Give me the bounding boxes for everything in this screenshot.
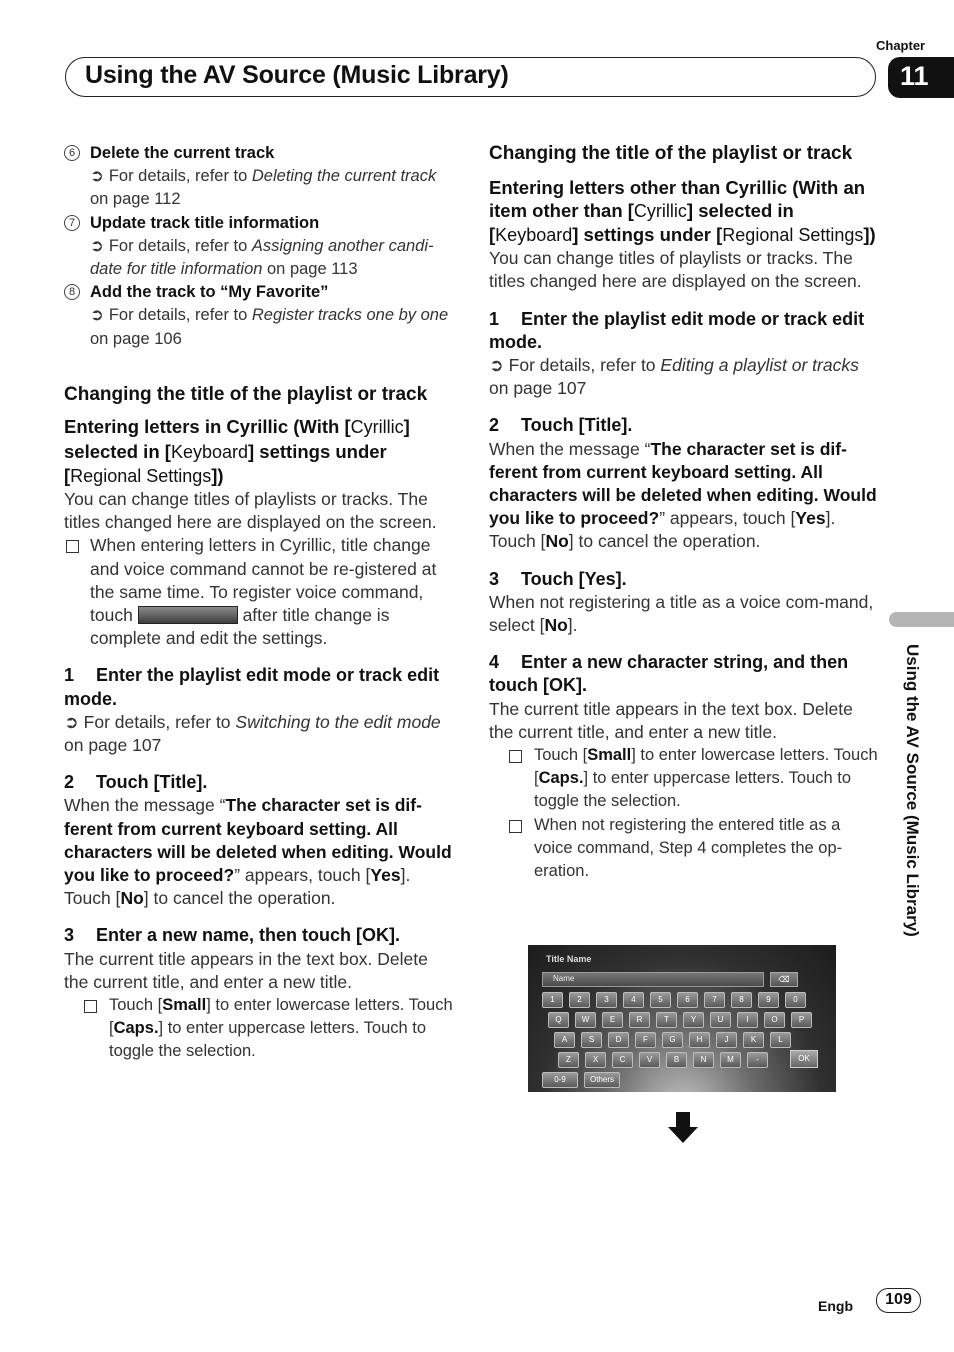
keyboard-key: Y — [683, 1012, 704, 1028]
down-arrow-icon — [668, 1112, 698, 1143]
intro-paragraph: You can change titles of playlists or tracks. The titles changed here are displayed on the screen. — [64, 488, 437, 533]
step-body: When not registering a title as a voice com-mand, select [No]. — [489, 591, 874, 635]
keyboard-key: D — [608, 1032, 629, 1048]
arrow-icon: ➲ — [90, 306, 104, 325]
step-body: When the message “The character set is dif-ferent from current keyboard setting. All characters will be deleted when editing. Would you like to proceed?” appears, touch [Yes]. Touch [No] to cancel the operation. — [64, 795, 452, 909]
list-item — [64, 281, 456, 351]
keyboard-key: K — [743, 1032, 764, 1048]
arrow-icon: ➲ — [489, 354, 504, 375]
keyboard-key: - — [747, 1052, 768, 1068]
keyboard-key: E — [602, 1012, 623, 1028]
keyboard-key: L — [770, 1032, 791, 1048]
keyboard-key: 1 — [542, 992, 563, 1008]
reference-link[interactable]: Assigning another candi-date for title information — [90, 236, 434, 279]
step-reference: ➲ For details, refer to Switching to the edit mode on page 107 — [64, 711, 441, 755]
reference-link[interactable]: Register tracks one by one — [251, 306, 449, 325]
step-reference: ➲ For details, refer to Editing a playlist or tracks on page 107 — [489, 354, 859, 399]
keyboard-key: 0-9 — [542, 1072, 578, 1088]
keyboard-key: H — [689, 1032, 710, 1048]
subsection-title: Entering letters other than Cyrillic (With an item other than [Cyrillic] selected in [Keyboard] settings under [Regional Settings]) — [489, 176, 876, 245]
keyboard-key: S — [581, 1032, 602, 1048]
reference-link[interactable]: Switching to the edit mode — [235, 711, 441, 732]
step-heading: 3 Enter a new name, then touch [OK]. — [64, 925, 401, 946]
step-heading: 1 Enter the playlist edit mode or track edit mode. — [64, 665, 440, 709]
item-number: 7 — [64, 215, 80, 231]
keyboard-key: 0 — [785, 992, 806, 1008]
key-row — [554, 1032, 791, 1048]
note: When not registering the entered title as a voice command, Step 4 completes the op-eration. — [489, 814, 881, 884]
chapter-number: 11 — [888, 57, 954, 98]
chapter-label: Chapter — [876, 38, 926, 53]
list-item — [64, 142, 456, 212]
keyboard-key: F — [635, 1032, 656, 1048]
keyboard-key: Q — [548, 1012, 569, 1028]
keyboard-key: X — [585, 1052, 606, 1068]
keyboard-key: 3 — [596, 992, 617, 1008]
page-number: 109 — [876, 1288, 921, 1313]
key-row — [542, 992, 806, 1008]
key-row — [542, 1072, 620, 1088]
keyboard-key: V — [639, 1052, 660, 1068]
step-body: The current title appears in the text box. Delete the current title, and enter a new title. — [64, 948, 428, 992]
name-textbox: Name — [542, 972, 764, 987]
backspace-icon: ⌫ — [770, 972, 798, 987]
note: When entering letters in Cyrillic, title change and voice command cannot be re-gistered at the same time. To register voice command, touch after title change is complete and edit the settings. — [64, 534, 456, 650]
step-body: When the message “The character set is dif-ferent from current keyboard setting. All characters will be deleted when editing. Would you like to proceed?” appears, touch [Yes]. Touch [No] to cancel the operation. — [489, 438, 877, 552]
arrow-icon: ➲ — [90, 167, 104, 186]
keyboard-key: T — [656, 1012, 677, 1028]
step-heading: 2 Touch [Title]. — [489, 415, 633, 436]
keyboard-key: Z — [558, 1052, 579, 1068]
keyboard-key: 7 — [704, 992, 725, 1008]
keyboard-screenshot — [528, 945, 836, 1092]
keyboard-key: C — [612, 1052, 633, 1068]
keyboard-key: M — [720, 1052, 741, 1068]
keyboard-key: 5 — [650, 992, 671, 1008]
right-column — [489, 142, 881, 883]
keyboard-key: 4 — [623, 992, 644, 1008]
item-title: Add the track to “My Favorite” — [90, 283, 329, 302]
step-body: The current title appears in the text box. Delete the current title, and enter a new title. — [489, 698, 853, 742]
left-column — [64, 142, 456, 1064]
arrow-icon: ➲ — [90, 236, 104, 255]
step-heading: 1 Enter the playlist edit mode or track edit mode. — [489, 308, 865, 352]
keyboard-key: 2 — [569, 992, 590, 1008]
note: Touch [Small] to enter lowercase letters. Touch [Caps.] to enter uppercase letters. Touch to toggle the selection. — [489, 744, 881, 814]
language-code: Engb — [818, 1298, 853, 1314]
key-row — [558, 1052, 768, 1068]
side-tab — [889, 612, 954, 627]
item-title: Update track title information — [90, 213, 320, 232]
item-reference: ➲ For details, refer to Register tracks one by one on page 106 — [90, 306, 449, 348]
key-row — [548, 1012, 812, 1028]
page-title-bar — [65, 57, 876, 97]
keyboard-key: R — [629, 1012, 650, 1028]
keyboard-key: 6 — [677, 992, 698, 1008]
step-heading: 3 Touch [Yes]. — [489, 568, 627, 589]
section-title: Changing the title of the playlist or track — [489, 143, 853, 164]
keyboard-key: U — [710, 1012, 731, 1028]
intro-paragraph: You can change titles of playlists or tracks. The titles changed here are displayed on the screen. — [489, 248, 862, 292]
keyboard-key: W — [575, 1012, 596, 1028]
keyboard-key: G — [662, 1032, 683, 1048]
keyboard-key: O — [764, 1012, 785, 1028]
item-number: 6 — [64, 145, 80, 161]
keyboard-key: P — [791, 1012, 812, 1028]
item-reference: ➲ For details, refer to Assigning another candi-date for title information on page 113 — [90, 236, 434, 279]
note: Touch [Small] to enter lowercase letters. Touch [Caps.] to enter uppercase letters. Touch to toggle the selection. — [64, 994, 456, 1064]
side-tab-label: Using the AV Source (Music Library) — [903, 644, 922, 937]
reference-link[interactable]: Deleting the current track — [251, 167, 437, 186]
screen-title: Title Name — [546, 954, 592, 964]
ok-key: OK — [790, 1050, 818, 1068]
keyboard-key: I — [737, 1012, 758, 1028]
arrow-icon: ➲ — [64, 711, 79, 732]
keyboard-key: Others — [584, 1072, 620, 1088]
item-number: 8 — [64, 284, 80, 300]
keyboard-key: A — [554, 1032, 575, 1048]
item-reference: ➲ For details, refer to Deleting the current track on page 112 — [90, 167, 437, 209]
step-heading: 4 Enter a new character string, and then touch [OK]. — [489, 652, 849, 696]
reference-link[interactable]: Editing a playlist or tracks — [660, 354, 859, 375]
keyboard-key: N — [693, 1052, 714, 1068]
subsection-title: Entering letters in Cyrillic (With [Cyrillic] selected in [Keyboard] settings under [Regional Settings]) — [64, 416, 410, 486]
page-title: Using the AV Source (Music Library) — [85, 61, 509, 89]
keyboard-key: 9 — [758, 992, 779, 1008]
item-title: Delete the current track — [90, 144, 275, 162]
keyboard-key: B — [666, 1052, 687, 1068]
keyboard-key: 8 — [731, 992, 752, 1008]
step-heading: 2 Touch [Title]. — [64, 772, 208, 793]
section-title: Changing the title of the playlist or track — [64, 383, 428, 405]
keyboard-key: J — [716, 1032, 737, 1048]
voice-command-button-image — [138, 606, 238, 624]
list-item — [64, 212, 456, 282]
